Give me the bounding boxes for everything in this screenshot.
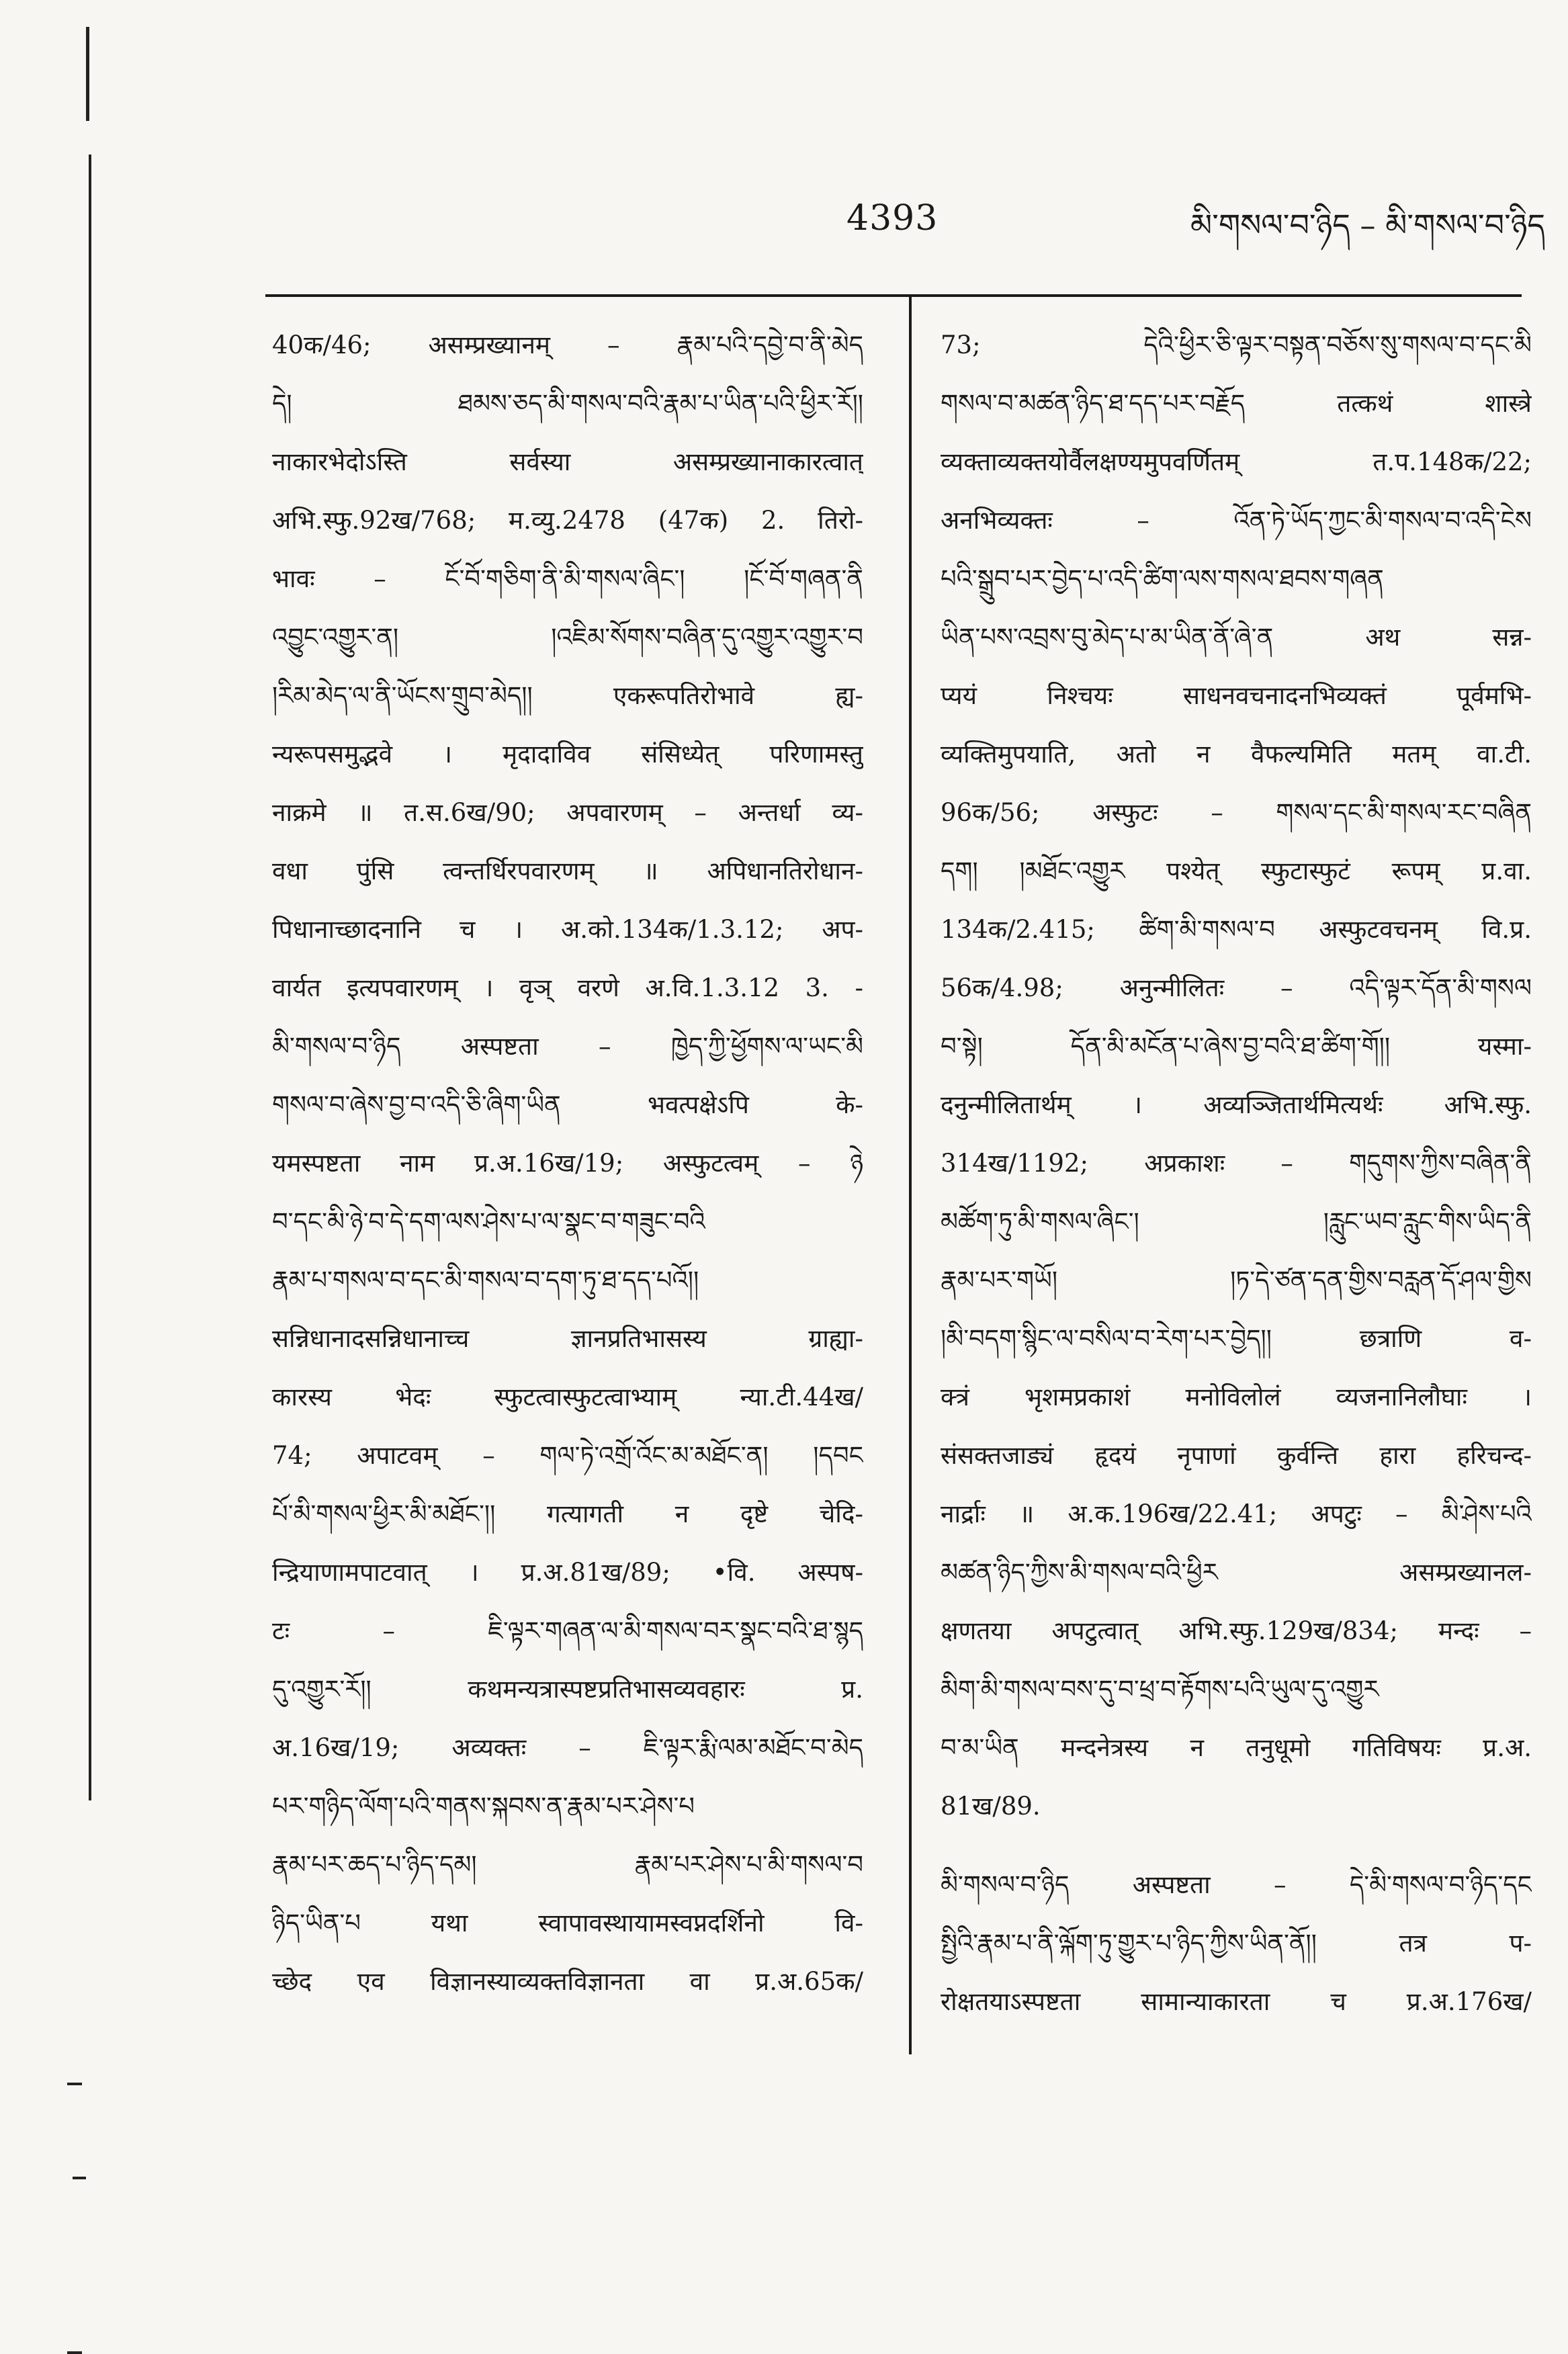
right-column: [941, 316, 1532, 2031]
scan-edge-tick: [67, 2083, 82, 2085]
entry-line: འབྱུང་འགྱུར་ན། །འཇིམ་སོགས་བཞིན་དུ་འགྱུར་འགྱུར་བ: [272, 623, 863, 652]
entry-line: रोक्षतयाऽस्पष्टता सामान्याकारता च प्र.अ.176ख/: [941, 1987, 1532, 2016]
entry-line: བ་སྟེ། དོན་མི་མངོན་པ་ཞེས་བྱ་བའི་ཐ་ཚིག་གོ།། यस्मा-: [941, 1032, 1532, 1061]
entry-line: མིག་མི་གསལ་བས་དུ་བ་ཕྲ་བ་རྟོགས་པའི་ཡུལ་དུ་འགྱུར: [941, 1675, 1379, 1704]
entry-line: सन्निधानादसन्निधानाच्च ज्ञानप्रतिभासस्य ग्राह्या-: [272, 1324, 863, 1353]
page-number: 4393: [846, 198, 939, 238]
entry-line: པར་གཉིད་ལོག་པའི་གནས་སྐབས་ན་རྣམ་པར་ཤེས་པ: [272, 1792, 695, 1821]
entry-line: མཚན་ཉིད་ཀྱིས་མི་གསལ་བའི་ཕྱིར असम्प्रख्यानल-: [941, 1558, 1532, 1587]
entry-line: དུ་འགྱུར་རོ།། कथमन्यत्रास्पष्टप्रतिभासव्यवहारः प्र.: [272, 1675, 863, 1704]
entry-line: व्यक्ताव्यक्तयोर्वैलक्षण्यमुपवर्णितम् त.प.148क/22;: [941, 447, 1532, 476]
entry-line: नाकारभेदोऽस्ति सर्वस्या असम्प्रख्यानाकारत्वात्: [272, 447, 863, 476]
entry-line: རྣམ་པ་གསལ་བ་དང་མི་གསལ་བ་དག་ཏུ་ཐ་དད་པའོ།།: [272, 1266, 699, 1295]
entry-line: 56क/4.98; अनुन्मीलितः – འདི་ལྟར་དོན་མི་གསལ: [941, 973, 1532, 1002]
entry-line: །མི་བདག་སྙིང་ལ་བསིལ་བ་རེག་པར་བྱེད།། छत्राणि व-: [941, 1324, 1532, 1353]
entry-line: दनुन्मीलितार्थम् । अव्यञ्जितार्थमित्यर्थः अभि.स्फु.: [941, 1090, 1532, 1119]
entry-line: 96क/56; अस्फुटः – གསལ་དང་མི་གསལ་རང་བཞིན: [941, 798, 1532, 827]
entry-line: དག། །མཐོང་འགྱུར पश्येत् स्फुटास्फुटं रूपम् प्र.वा.: [941, 857, 1532, 885]
entry-line: क्त्रं भृशमप्रकाशं मनोविलोलं व्यजनानिलौघाः ।: [941, 1383, 1532, 1411]
entry-line: 40क/46; असम्प्रख्यानम् – རྣམ་པའི་དབྱེ་བ་ནི་མེད: [272, 331, 863, 359]
entry-line: टः – ཇི་ལྟར་གཞན་ལ་མི་གསལ་བར་སྣང་བའི་ཐ་སྙད: [272, 1616, 863, 1645]
entry-line: नार्द्राः ॥ अ.क.196ख/22.41; अपटुः – མི་ཤེས་པའི: [941, 1499, 1532, 1528]
scan-edge-line: [86, 27, 89, 121]
entry-line: མཚོག་ཏུ་མི་གསལ་ཞིང་། །རླུང་ཡབ་རླུང་གིས་ཡིད་ནི: [941, 1207, 1532, 1236]
entry-line: अभि.स्फु.92ख/768; म.व्यु.2478 (47क) 2. तिरो-: [272, 506, 863, 535]
entry-line: གསལ་བ་ཞེས་བྱ་བ་འདི་ཅི་ཞིག་ཡིན भवत्पक्षेऽपि के-: [272, 1090, 863, 1119]
entry-line: व्यक्तिमुपयाति, अतो न वैफल्यमिति मतम् वा.टी.: [941, 740, 1532, 769]
column-divider: [909, 294, 912, 2054]
entry-line: སྤྱིའི་རྣམ་པ་ནི་ལྐོག་ཏུ་གྱུར་པ་ཉིད་ཀྱིས་ཡིན་ནོ།། तत्र प-: [941, 1929, 1532, 1958]
running-head: མི་གསལ་བ་ཉིད – མི་གསལ་བ་ཉིད: [1190, 207, 1545, 243]
entry-line: 73; དེའི་ཕྱིར་ཅི་ལྟར་བསྟན་བཅོས་སུ་གསལ་བ་དང་མི: [941, 331, 1532, 359]
scan-edge-tick: [67, 2351, 82, 2354]
entry-line: ཡིན་པས་འབྲས་བུ་མེད་པ་མ་ཡིན་ནོ་ཞེ་ན अथ सन्न-: [941, 623, 1532, 652]
entry-line: यमस्पष्टता नाम प्र.अ.16ख/19; अस्फुटत्वम् – ཉེ: [272, 1149, 863, 1178]
entry-line: प्ययं निश्चयः साधनवचनादनभिव्यक्तं पूर्वमभि-: [941, 681, 1532, 710]
entry-line: །རིམ་མེད་ལ་ནི་ཡོངས་གྲུབ་མེད།། एकरूपतिरोभावे ह्य-: [272, 681, 863, 710]
entry-line: क्षणतया अपटुत्वात् अभि.स्फु.129ख/834; मन्दः –: [941, 1616, 1532, 1645]
header-rule: [265, 294, 1522, 297]
entry-line: པའི་སྒྲུབ་པར་བྱེད་པ་འདི་ཚིག་ལས་གསལ་ཐབས་གཞན: [941, 564, 1384, 593]
entry-line: པོ་མི་གསལ་ཕྱིར་མི་མཐོང་།། गत्यागती न दृष्टे चेदि-: [272, 1499, 863, 1528]
entry-line: མི་གསལ་བ་ཉིད अस्पष्टता – ཁྱེད་ཀྱི་ཕྱོགས་ལ་ཡང་མི: [272, 1032, 863, 1061]
scan-edge-line: [89, 155, 91, 1800]
entry-line: བ་མ་ཡིན मन्दनेत्रस्य न तनुधूमो गतिविषयः प्र.अ.: [941, 1733, 1532, 1762]
entry-line: བ་དང་མི་ཉེ་བ་དེ་དག་ལས་ཤེས་པ་ལ་སྣང་བ་གཟུང་བའི: [272, 1207, 705, 1236]
left-column: [272, 316, 863, 2011]
entry-line: 74; अपाटवम् – གལ་ཏེ་འགྲོ་འོང་མ་མཐོང་ན། །དབང: [272, 1441, 863, 1470]
entry-line: 81ख/89.: [941, 1792, 1041, 1821]
entry-line: वधा पुंसि त्वन्तर्धिरपवारणम् ॥ अपिधानतिरोधान-: [272, 857, 863, 885]
entry-gap: [941, 1835, 1532, 1856]
entry-line: 134क/2.415; ཚིག་མི་གསལ་བ अस्फुटवचनम् वि.प्र.: [941, 915, 1532, 944]
entry-line: भावः – ངོ་བོ་གཅིག་ནི་མི་གསལ་ཞིང་། །ངོ་བོ་གཞན་ནི: [272, 564, 863, 593]
scan-edge-tick: [73, 2177, 86, 2179]
entry-line: च्छेद एव विज्ञानस्याव्यक्तविज्ञानता वा प्र.अ.65क/: [272, 1967, 863, 1996]
entry-line: མི་གསལ་བ་ཉིད अस्पष्टता – དེ་མི་གསལ་བ་ཉིད་དང: [941, 1870, 1532, 1899]
entry-line: གསལ་བ་མཚན་ཉིད་ཐ་དད་པར་བརྗོད तत्कथं शास्त्रे: [941, 389, 1532, 418]
entry-line: 314ख/1192; अप्रकाशः – གདུགས་ཀྱིས་བཞིན་ནི: [941, 1149, 1532, 1178]
entry-line: རྣམ་པར་གཡོ། །ཏ་དེ་ཙན་དན་གྱིས་བརླན་དོ་ཤལ་གྱིས: [941, 1266, 1532, 1295]
entry-line: དེ། ཐམས་ཅད་མི་གསལ་བའི་རྣམ་པ་ཡིན་པའི་ཕྱིར་རོ།།: [272, 389, 863, 418]
entry-line: न्यरूपसमुद्भवे । मृदादाविव संसिध्येत् परिणामस्तु: [272, 740, 863, 769]
entry-line: अनभिव्यक्तः – འོན་ཏེ་ཡོད་ཀྱང་མི་གསལ་བ་འདི་ངེས: [941, 506, 1532, 535]
entry-line: नाक्रमे ॥ त.स.6ख/90; अपवारणम् – अन्तर्धा व्य-: [272, 798, 863, 827]
entry-line: ཉིད་ཡིན་པ यथा स्वापावस्थायामस्वप्नदर्शिनो वि-: [272, 1909, 863, 1937]
entry-line: संसक्तजाड्यं हृदयं नृपाणां कुर्वन्ति हारा हरिचन्द-: [941, 1441, 1532, 1470]
entry-line: कारस्य भेदः स्फुटत्वास्फुटत्वाभ्याम् न्या.टी.44ख/: [272, 1383, 863, 1411]
entry-line: वार्यत इत्यपवारणम् । वृञ् वरणे अ.वि.1.3.12 3. -: [272, 973, 863, 1002]
entry-line: पिधानाच्छादनानि च । अ.को.134क/1.3.12; अप-: [272, 915, 863, 944]
entry-line: རྣམ་པར་ཆད་པ་ཉིད་དམ། རྣམ་པར་ཤེས་པ་མི་གསལ་བ: [272, 1850, 863, 1879]
entry-line: अ.16ख/19; अव्यक्तः – ཇི་ལྟར་རྨི་ལམ་མཐོང་བ་མེད: [272, 1733, 863, 1762]
entry-line: न्द्रियाणामपाटवात् । प्र.अ.81ख/89; •वि. अस्पष-: [272, 1558, 863, 1587]
